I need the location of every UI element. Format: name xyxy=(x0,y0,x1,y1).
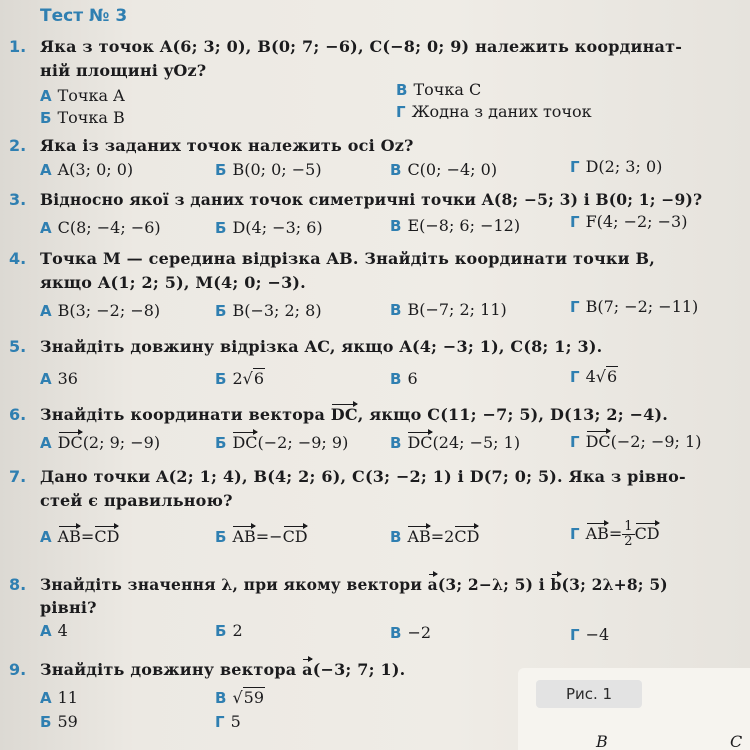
option-letter: А xyxy=(40,87,52,105)
question-text: Точка M — середина відрізка AB. Знайдіть координати точки B, xyxy=(40,249,656,268)
option-b[interactable] xyxy=(215,433,348,452)
question-text: Знайдіть значення λ, при якому вектори a(3; 2−λ; 5) і b(3; 2λ+8; 5) xyxy=(40,575,668,594)
option-text: D(4; −3; 6) xyxy=(232,218,323,237)
question-text: Яка з точок A(6; 3; 0), B(0; 7; −6), C(−8; 0; 9) належить координат- xyxy=(40,37,683,56)
option-letter: А xyxy=(40,622,52,640)
question-number: 5. xyxy=(9,337,27,356)
option-b[interactable] xyxy=(215,218,323,237)
vector-name: DC xyxy=(585,432,611,451)
question-text: Знайдіть координати вектора DC, якщо C(11; −7; 5), D(13; 2; −4). xyxy=(40,405,669,424)
option-letter: Г xyxy=(570,368,580,386)
radicand: 6 xyxy=(606,367,618,386)
figure-point-b: B xyxy=(596,732,608,750)
question-text: Відносно якої з даних точок симетричні точки A(8; −5; 3) і B(0; 1; −9)? xyxy=(40,190,703,209)
option-letter: А xyxy=(40,161,52,179)
option-a[interactable] xyxy=(40,86,125,105)
option-text: 11 xyxy=(57,688,78,707)
operator: =− xyxy=(255,527,283,546)
option-a[interactable] xyxy=(40,527,119,546)
option-text: 59 xyxy=(57,712,78,731)
option-text: C(0; −4; 0) xyxy=(407,160,498,179)
vector-name: AB xyxy=(57,527,81,546)
option-letter: Г xyxy=(396,103,406,121)
option-b[interactable] xyxy=(215,527,308,546)
question-number: 7. xyxy=(9,467,27,486)
option-letter: Б xyxy=(40,109,52,127)
option-b[interactable] xyxy=(215,301,322,320)
option-a[interactable] xyxy=(40,218,161,237)
figure-label: Рис. 1 xyxy=(536,680,642,708)
option-letter: В xyxy=(390,370,402,388)
option-letter: Б xyxy=(215,219,227,237)
vector-name: DC xyxy=(57,433,83,452)
option-coef: 2 xyxy=(232,369,243,388)
option-text: B(7; −2; −11) xyxy=(585,297,699,316)
option-v[interactable]: В √59 xyxy=(215,688,264,707)
option-text: −4 xyxy=(585,625,610,644)
vector-name: AB xyxy=(585,524,609,543)
option-text: B(3; −2; −8) xyxy=(57,301,161,320)
option-letter: Б xyxy=(40,713,52,731)
vector-name: CD xyxy=(282,527,308,546)
question-number: 1. xyxy=(9,37,27,56)
option-letter: В xyxy=(390,301,402,319)
option-letter: А xyxy=(40,528,52,546)
option-text: 36 xyxy=(57,369,78,388)
vector-name: DC xyxy=(407,433,433,452)
option-letter: Г xyxy=(570,298,580,316)
option-v[interactable] xyxy=(396,80,481,99)
vector-name: CD xyxy=(454,527,480,546)
option-text: (24; −5; 1) xyxy=(432,433,521,452)
radicand: 59 xyxy=(243,688,264,707)
option-letter: Г xyxy=(570,433,580,451)
operator: = xyxy=(608,524,623,543)
vector-name: CD xyxy=(94,527,120,546)
fraction-numerator: 1 xyxy=(624,519,633,534)
question-text: рівні? xyxy=(40,598,97,617)
vector-name: AB xyxy=(232,527,256,546)
option-a[interactable] xyxy=(40,688,78,707)
option-text: C(8; −4; −6) xyxy=(57,218,161,237)
option-letter: Б xyxy=(215,302,227,320)
option-text: B(−7; 2; 11) xyxy=(407,300,507,319)
option-a[interactable] xyxy=(40,433,160,452)
option-g[interactable] xyxy=(570,157,662,176)
option-letter: В xyxy=(396,81,408,99)
option-letter: В xyxy=(390,528,402,546)
option-text: 2 xyxy=(232,621,243,640)
option-text: (2; 9; −9) xyxy=(82,433,161,452)
fraction xyxy=(622,520,634,549)
option-a[interactable] xyxy=(40,301,160,320)
option-letter: А xyxy=(40,370,52,388)
operator: =2 xyxy=(430,527,455,546)
option-g[interactable] xyxy=(215,712,241,731)
option-g[interactable] xyxy=(570,212,687,231)
figure-point-c: C xyxy=(730,732,743,750)
option-letter: Г xyxy=(570,213,580,231)
option-text: 4 xyxy=(57,621,68,640)
option-a[interactable] xyxy=(40,369,78,388)
option-g[interactable] xyxy=(570,432,701,451)
option-letter: А xyxy=(40,434,52,452)
option-v[interactable] xyxy=(390,160,497,179)
question-text: якщо A(1; 2; 5), M(4; 0; −3). xyxy=(40,273,306,292)
option-a[interactable] xyxy=(40,621,68,640)
option-g[interactable] xyxy=(570,297,698,316)
option-letter: Б xyxy=(215,370,227,388)
option-v[interactable] xyxy=(390,623,431,642)
question-number: 9. xyxy=(9,660,27,679)
option-text: (−2; −9; 1) xyxy=(610,432,702,451)
option-text: 5 xyxy=(230,712,241,731)
option-letter: В xyxy=(390,217,402,235)
question-number: 2. xyxy=(9,136,27,155)
option-letter: В xyxy=(215,689,227,707)
option-v[interactable] xyxy=(390,527,479,546)
option-text: Жодна з даних точок xyxy=(411,102,592,121)
option-text: F(4; −2; −3) xyxy=(585,212,688,231)
option-letter: Г xyxy=(215,713,225,731)
option-letter: В xyxy=(390,434,402,452)
option-text: −2 xyxy=(407,623,432,642)
option-letter: Б xyxy=(215,528,227,546)
question-number: 6. xyxy=(9,405,27,424)
option-text: B(0; 0; −5) xyxy=(232,160,322,179)
option-text: A(3; 0; 0) xyxy=(57,160,134,179)
option-letter: В xyxy=(390,624,402,642)
option-text: Точка A xyxy=(57,86,125,105)
option-g[interactable] xyxy=(570,625,609,644)
question-number: 3. xyxy=(9,190,27,209)
test-title: Тест № 3 xyxy=(40,6,128,26)
option-text: D(2; 3; 0) xyxy=(585,157,663,176)
option-text: Точка B xyxy=(57,108,125,127)
option-letter: Б xyxy=(215,161,227,179)
option-b[interactable] xyxy=(40,108,125,127)
option-v[interactable] xyxy=(390,300,507,319)
option-v[interactable] xyxy=(390,216,520,235)
option-letter: Г xyxy=(570,626,580,644)
option-text: (−2; −9; 9) xyxy=(257,433,349,452)
option-b[interactable]: Б 2√6 xyxy=(215,369,265,388)
option-g[interactable] xyxy=(570,520,660,549)
option-v[interactable] xyxy=(390,433,520,452)
option-letter: Б xyxy=(215,622,227,640)
vector-name: DC xyxy=(232,433,258,452)
option-text: E(−8; 6; −12) xyxy=(407,216,521,235)
question-text: Знайдіть довжину вектора a(−3; 7; 1). xyxy=(40,660,406,679)
option-g[interactable]: Г 4√6 xyxy=(570,367,618,386)
question-text: Знайдіть довжину відрізка AC, якщо A(4; −3; 1), C(8; 1; 3). xyxy=(40,337,603,356)
option-coef: 4 xyxy=(585,367,596,386)
option-letter: А xyxy=(40,302,52,320)
operator: = xyxy=(80,527,95,546)
option-letter: В xyxy=(390,161,402,179)
question-text: стей є правильною? xyxy=(40,491,233,510)
option-letter: Г xyxy=(570,158,580,176)
option-g[interactable] xyxy=(396,102,592,121)
option-letter: А xyxy=(40,689,52,707)
question-text: Дано точки A(2; 1; 4), B(4; 2; 6), C(3; −2; 1) і D(7; 0; 5). Яка з рівно- xyxy=(40,467,686,486)
option-letter: Г xyxy=(570,525,580,543)
fraction-denominator: 2 xyxy=(624,534,633,549)
question-text: Яка із заданих точок належить осі Oz? xyxy=(40,136,414,155)
option-v[interactable] xyxy=(390,369,418,388)
option-letter: А xyxy=(40,219,52,237)
radicand: 6 xyxy=(253,369,265,388)
option-text: 6 xyxy=(407,369,418,388)
option-text: B(−3; 2; 8) xyxy=(232,301,322,320)
option-b[interactable] xyxy=(215,160,322,179)
option-b[interactable] xyxy=(40,712,78,731)
option-b[interactable] xyxy=(215,621,243,640)
question-text: ній площині yOz? xyxy=(40,61,207,80)
question-number: 8. xyxy=(9,575,27,594)
option-a[interactable] xyxy=(40,160,133,179)
option-letter: Б xyxy=(215,434,227,452)
vector-name: AB xyxy=(407,527,431,546)
question-number: 4. xyxy=(9,249,27,268)
option-text: Точка C xyxy=(413,80,482,99)
vector-name: CD xyxy=(634,524,660,543)
